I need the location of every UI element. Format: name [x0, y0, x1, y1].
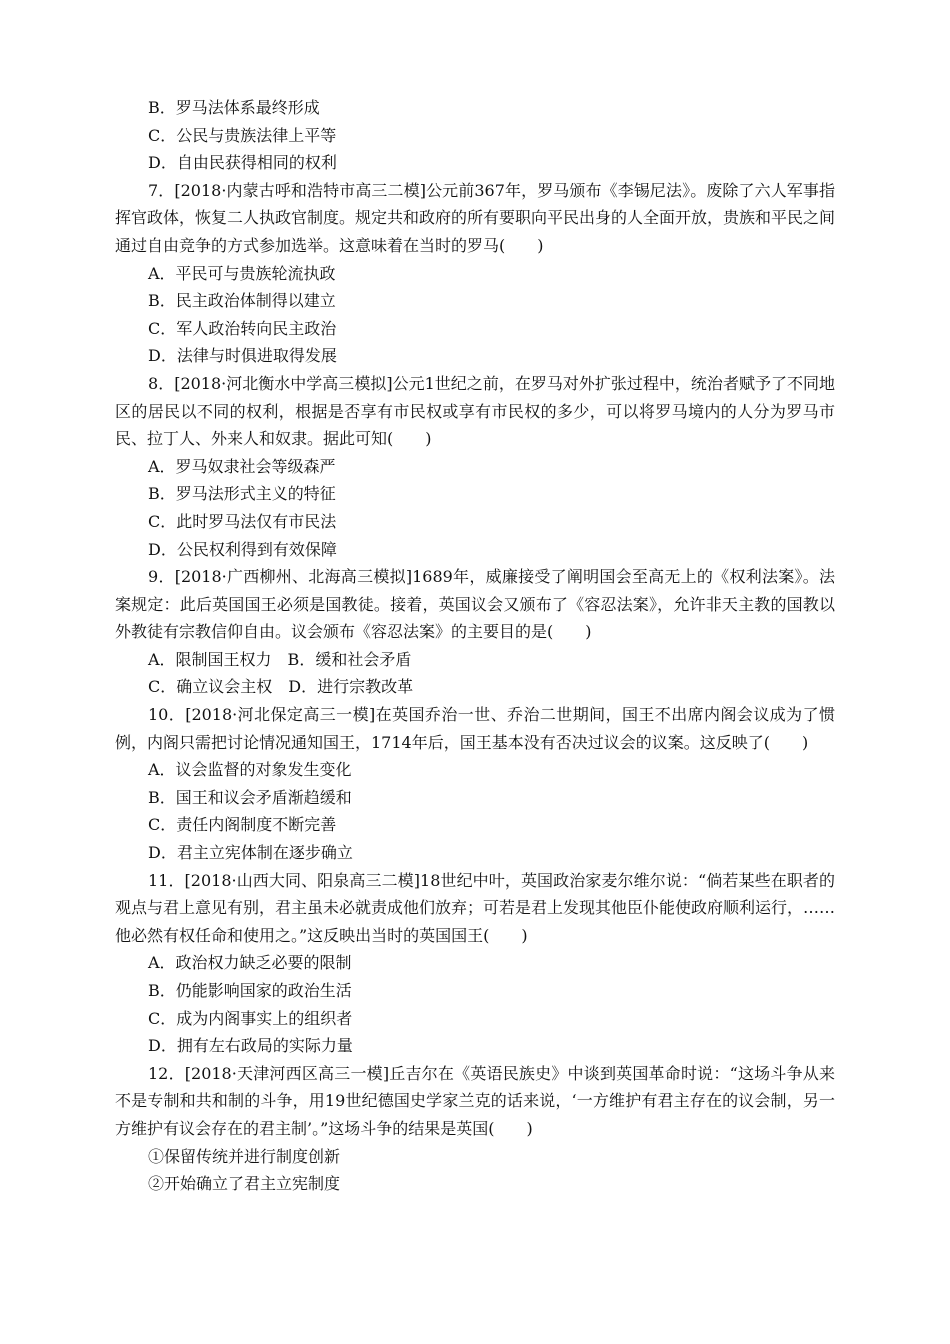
q10-stem: 10．[2018·河北保定高三一模]在英国乔治一世、乔治二世期间，国王不出席内阁会议成为了惯例，内阁只需把讨论情况通知国王，1714年后，国王基本没有否决过议会的议案。这反映了( ) — [115, 705, 835, 752]
q11-option-b: B．仍能影响国家的政治生活 — [148, 981, 352, 1000]
q6-option-d: D．自由民获得相同的权利 — [148, 153, 337, 173]
q8-stem: 8．[2018·河北衡水中学高三模拟]公元1世纪之前，在罗马对外扩张过程中，统治者赋予了不同地区的居民以不同的权利，根据是否享有市民权或享有市民权的多少，可以将罗马境内的人分为罗马市民、拉丁人、外来人和奴隶。据此可知( ) — [115, 373, 835, 449]
question-content — [115, 94, 835, 1198]
q7-option-d: D．法律与时俱进取得发展 — [148, 346, 337, 366]
q6-option-b: B．罗马法体系最终形成 — [148, 98, 320, 117]
q10-option-c: C．责任内阁制度不断完善 — [148, 815, 337, 835]
q12-statement-1: ①保留传统并进行制度创新 — [148, 1146, 341, 1166]
q7-option-a: A．平民可与贵族轮流执政 — [148, 263, 336, 283]
q7-option-c: C．军人政治转向民主政治 — [148, 318, 337, 338]
q7-option-b: B．民主政治体制得以建立 — [148, 291, 336, 311]
q6-option-c: C．公民与贵族法律上平等 — [148, 125, 337, 145]
q11-stem: 11．[2018·山西大同、阳泉高三二模]18世纪中叶，英国政治家麦尔维尔说：“倘若某些在职者的观点与君上意见有别，君主虽未必就责成他们放弃；可若是君上发现其他臣仆能使政府顺利运行，……他必然有权任命和使用之。”这反映出当时的英国国王( ) — [115, 870, 836, 945]
q10-option-a: A．议会监督的对象发生变化 — [148, 760, 352, 780]
q12-stem: 12．[2018·天津河西区高三一模]丘吉尔在《英语民族史》中谈到英国革命时说：“这场斗争从来不是专制和共和制的斗争，用19世纪德国史学家兰克的话来说，‘一方维护有君主存在的议会制，另一方维护有议会存在的君主制’。”这场斗争的结果是英国( ) — [115, 1063, 835, 1138]
q9-options-ab: A．限制国王权力 B．缓和社会矛盾 — [148, 649, 412, 669]
q9-options-cd: C．确立议会主权 D．进行宗教改革 — [148, 677, 414, 697]
q8-option-d: D．公民权利得到有效保障 — [148, 539, 337, 559]
q8-option-c: C．此时罗马法仅有市民法 — [148, 511, 337, 531]
q12-statement-2: ②开始确立了君主立宪制度 — [148, 1174, 341, 1194]
q11-option-a: A．政治权力缺乏必要的限制 — [148, 953, 352, 973]
q8-option-b: B．罗马法形式主义的特征 — [148, 484, 336, 504]
q7-stem: 7．[2018·内蒙古呼和浩特市高三二模]公元前367年，罗马颁布《李锡尼法》。废除了六人军事指挥官政体，恢复二人执政官制度。规定共和政府的所有要职向平民出身的人全面开放，贵族和平民之间通过自由竞争的方式参加选举。这意味着在当时的罗马( ) — [115, 180, 836, 255]
q10-option-d: D．君主立宪体制在逐步确立 — [148, 843, 353, 863]
q11-option-d: D．拥有左右政局的实际力量 — [148, 1036, 353, 1056]
q8-option-a: A．罗马奴隶社会等级森严 — [148, 456, 336, 476]
q9-stem: 9．[2018·广西柳州、北海高三模拟]1689年，威廉接受了阐明国会至高无上的《权利法案》。法案规定：此后英国国王必须是国教徒。接着，英国议会又颁布了《容忍法案》，允许非天主教的国教以外教徒有宗教信仰自由。议会颁布《容忍法案》的主要目的是( ) — [115, 567, 835, 642]
q10-option-b: B．国王和议会矛盾渐趋缓和 — [148, 787, 352, 807]
q11-option-c: C．成为内阁事实上的组织者 — [148, 1008, 353, 1028]
